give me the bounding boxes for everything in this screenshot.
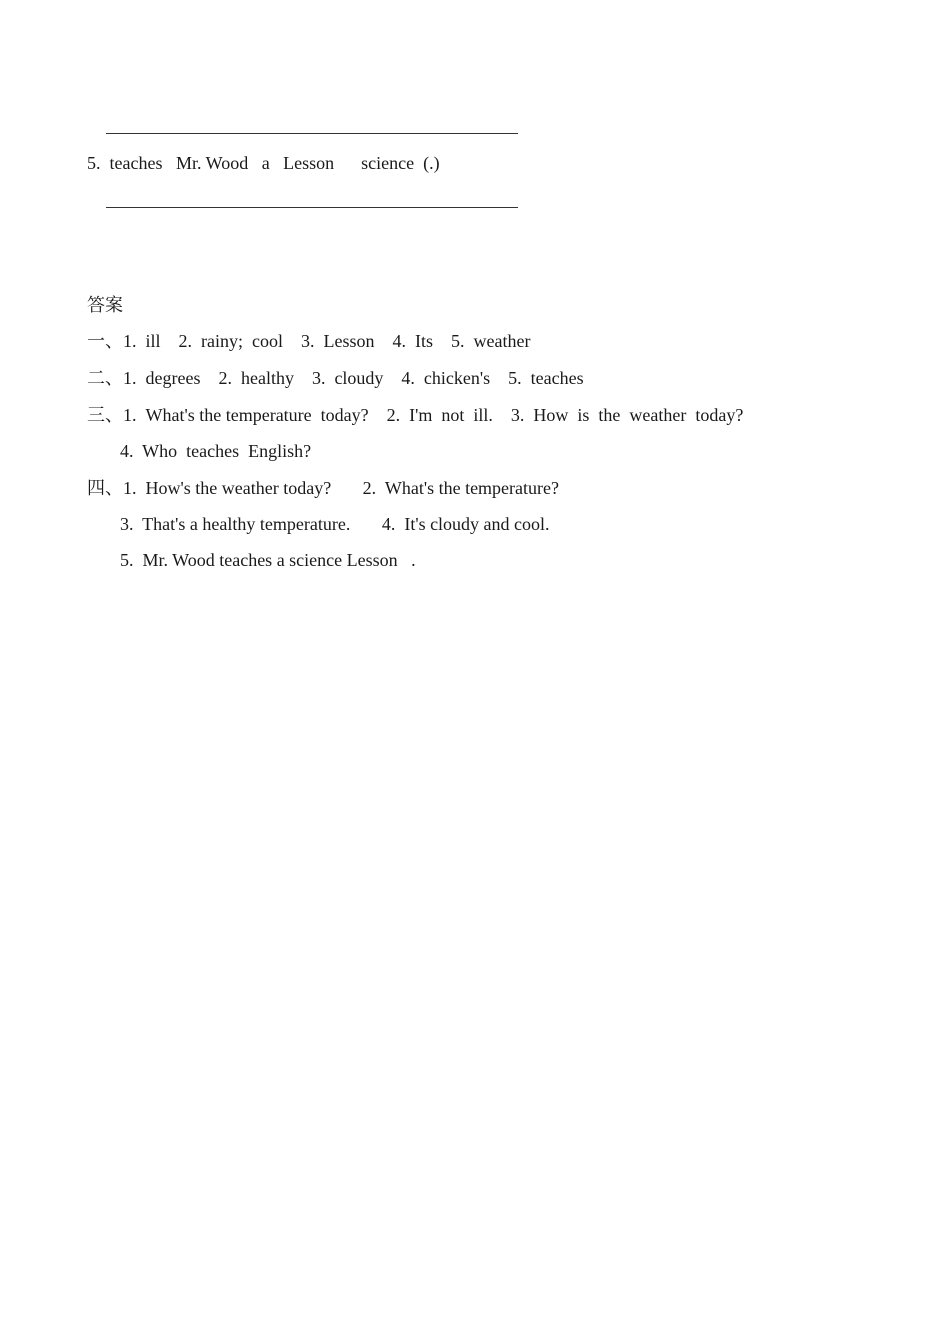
answers-heading: 答案 [87, 295, 123, 315]
answer-blank-line [106, 207, 518, 208]
answers-section-2: 二、1. degrees 2. healthy 3. cloudy 4. chicken's 5. teaches [87, 368, 584, 388]
answers-section-4-line-2: 3. That's a healthy temperature. 4. It's cloudy and cool. [120, 514, 550, 534]
answers-section-3-line-1: 三、1. What's the temperature today? 2. I'm not ill. 3. How is the weather today? [87, 405, 744, 425]
answers-section-1: 一、1. ill 2. rainy; cool 3. Lesson 4. Its 5. weather [87, 331, 531, 351]
question-5: 5. teaches Mr. Wood a Lesson science (.) [87, 153, 440, 173]
answers-section-4-line-1: 四、1. How's the weather today? 2. What's the temperature? [87, 478, 560, 498]
answers-section-4-line-3: 5. Mr. Wood teaches a science Lesson . [120, 550, 416, 570]
answer-blank-line [106, 133, 518, 134]
answers-section-3-line-2: 4. Who teaches English? [120, 441, 312, 461]
